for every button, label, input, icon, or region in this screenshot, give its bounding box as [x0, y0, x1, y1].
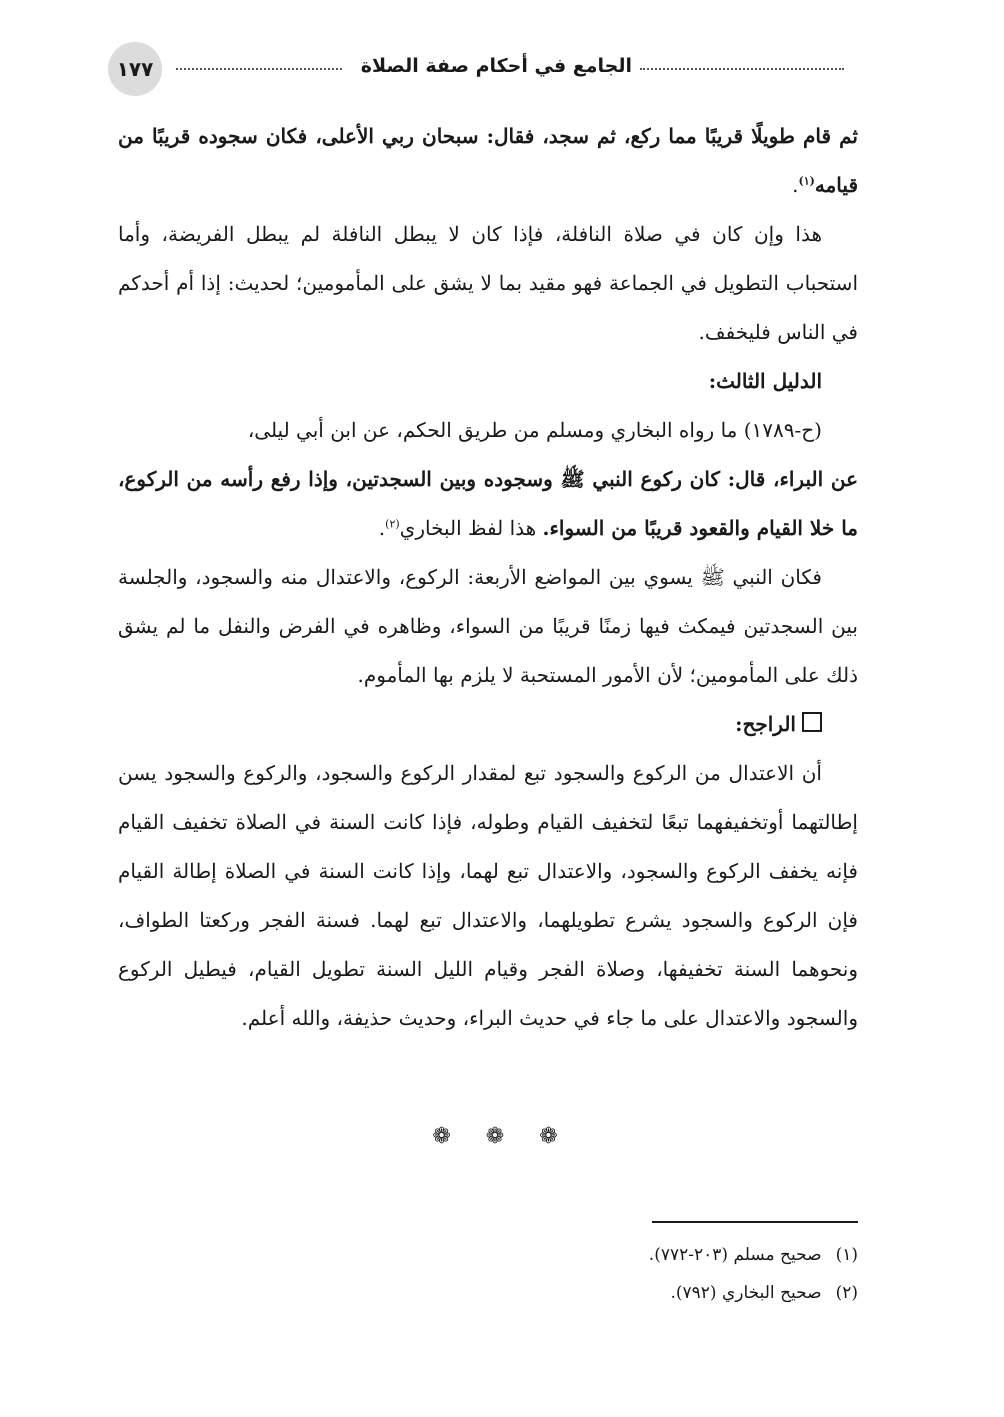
running-header	[108, 42, 844, 98]
footnote-1	[118, 1236, 858, 1274]
header-dotted-rule-left	[176, 68, 342, 70]
paragraph-4-note: هذا لفظ البخاري	[399, 516, 543, 540]
hadith-text: عن البراء، قال: كان ركوع النبي ﷺ وسجوده وبين السجدتين، وإذا رفع رأسه من الركوع، ما خلا القيام والقعود قريبًا من السواء.	[118, 467, 859, 540]
footnote-1-number: (١)	[835, 1245, 858, 1265]
footnote-ref-1[interactable]: (١)	[798, 174, 815, 188]
book-title: الجامع في أحكام صفة الصلاة	[360, 55, 632, 77]
heading-preponderant	[118, 700, 858, 749]
heading-third-evidence: الدليل الثالث:	[708, 369, 822, 393]
paragraph-4-end: .	[378, 516, 386, 540]
heading-preponderant-text: الراجح:	[735, 712, 796, 736]
paragraph-1	[118, 112, 858, 210]
header-dotted-rule-right	[640, 68, 844, 70]
paragraph-3: (ح-١٧٨٩) ما رواه البخاري ومسلم من طريق الحكم، عن ابن أبي ليلى،	[247, 418, 822, 442]
checkbox-square-icon	[802, 712, 822, 732]
page-number-badge: ١٧٧	[108, 42, 162, 96]
footnote-2	[118, 1274, 858, 1312]
section-ornament: ❁ ❁ ❁	[432, 1124, 572, 1149]
footnote-separator	[652, 1221, 858, 1223]
paragraph-1-text: ثم قام طويلًا قريبًا مما ركع، ثم سجد، فقال: سبحان ربي الأعلى، فكان سجوده قريبًا من قيامه	[118, 124, 858, 197]
footnote-2-number: (٢)	[835, 1283, 858, 1303]
footnote-2-text: صحيح البخاري (٧٩٢).	[670, 1283, 822, 1303]
paragraph-4	[118, 455, 858, 553]
footnote-1-text: صحيح مسلم (٢٠٣-٧٧٢).	[648, 1245, 822, 1265]
paragraph-6: أن الاعتدال من الركوع والسجود تبع لمقدار الركوع والسجود، والركوع والسجود يسن إطالتهما أوتخفيفهما تبعًا لتخفيف القيام وطوله، فإذا كانت السنة في الصلاة تخفيف القيام فإنه يخفف الركوع والسجود، والاعتدال تبع لهما، وإذا كانت السنة في الصلاة إطالة القيام فإن الركوع والسجود يشرع تطويلهما، والاعتدال تبع لهما. فسنة الفجر وركعتا الطواف، ونحوهما السنة تخفيفها، وصلاة الفجر وقيام الليل السنة تطويل القيام، فيطيل الركوع والسجود والاعتدال على ما جاء في حديث البراء، وحديث حذيفة، والله أعلم.	[118, 761, 858, 1030]
main-text	[118, 112, 858, 1043]
paragraph-2: هذا وإن كان في صلاة النافلة، فإذا كان لا يبطل النافلة لم يبطل الفريضة، وأما استحباب التطويل في الجماعة فهو مقيد بما لا يشق على المأمومين؛ لحديث: إذا أم أحدكم في الناس فليخفف.	[118, 222, 858, 344]
paragraph-1-end: .	[792, 173, 799, 197]
footnotes	[118, 1236, 858, 1312]
paragraph-5: فكان النبي ﷺ يسوي بين المواضع الأربعة: الركوع، والاعتدال منه والسجود، والجلسة بين السجدتين فيمكث فيها زمنًا قريبًا من السواء، وظاهره في الفرض والنفل ما لم يشق ذلك على المأمومين؛ لأن الأمور المستحبة لا يلزم بها المأموم.	[118, 565, 858, 687]
footnote-ref-2[interactable]: (٢)	[385, 517, 400, 531]
